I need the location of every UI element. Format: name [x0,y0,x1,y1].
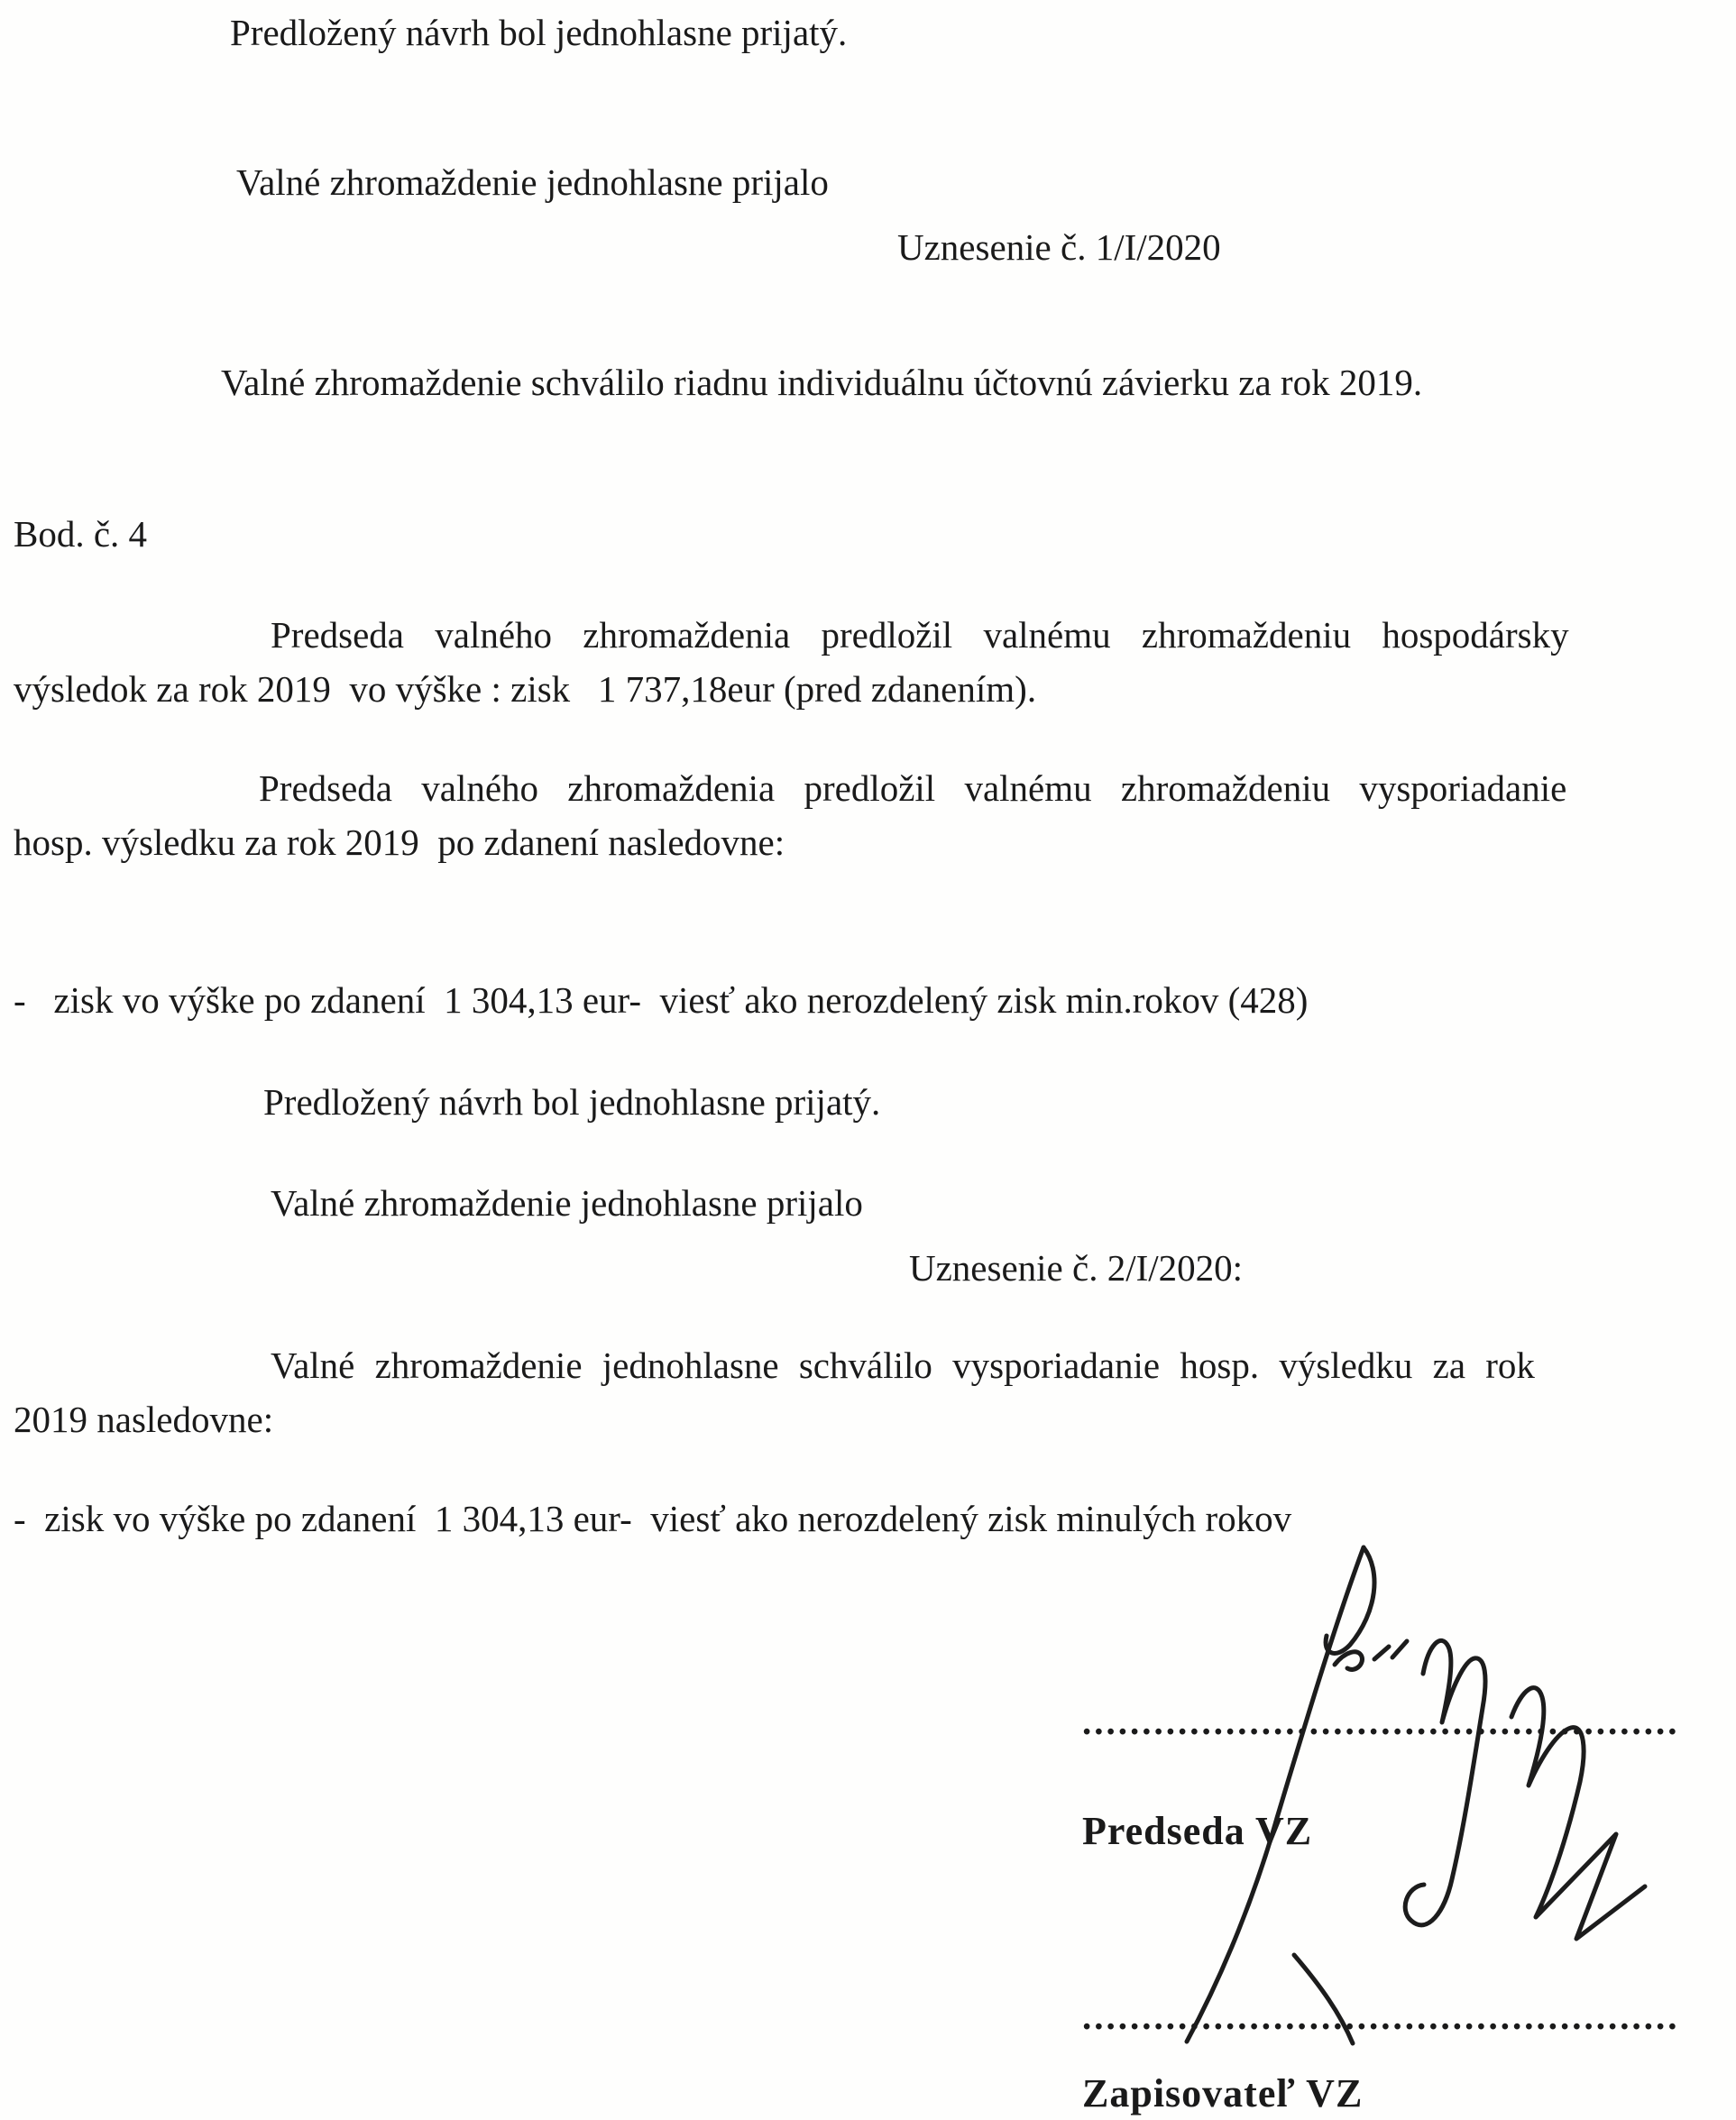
line-resolution-adopted-2: Predložený návrh bol jednohlasne prijatý. [263,1081,881,1123]
paragraph-profit-line-1: Predseda valného zhromaždenia predložil valnému zhromaždeniu hospodársky [271,614,1569,656]
paragraph-profit-line-2: výsledok za rok 2019 vo výške : zisk 1 737,18eur (pred zdanením). [14,668,1037,710]
paragraph-settlement-line-2: hosp. výsledku za rok 2019 po zdanení nasledovne: [14,821,785,863]
line-agenda-item-4: Bod. č. 4 [14,513,148,555]
line-resolution-number-2: Uznesenie č. 2/I/2020: [909,1247,1244,1289]
line-assembly-adopted-1: Valné zhromaždenie jednohlasne prijalo [236,161,829,203]
chairman-signature-label: Predseda VZ [1082,1809,1313,1853]
line-assembly-adopted-2: Valné zhromaždenie jednohlasne prijalo [271,1182,863,1224]
chairman-dotted-line: .................................................. [1082,1701,1680,1742]
recorder-signature-label: Zapisovateľ VZ [1082,2071,1364,2115]
line-resolution-adopted-1: Predložený návrh bol jednohlasne prijatý. [230,12,848,53]
recorder-dotted-line: .................................................. [1082,1996,1680,2037]
paragraph-resolution2-line-2: 2019 nasledovne: [14,1399,274,1440]
line-settlement-bullet-1: - zisk vo výške po zdanení 1 304,13 eur- viesť ako nerozdelený zisk min.rokov (428) [14,979,1309,1021]
line-resolution-body-1: Valné zhromaždenie schválilo riadnu individuálnu účtovnú závierku za rok 2019. [221,362,1423,403]
paragraph-settlement-line-1: Predseda valného zhromaždenia predložil valnému zhromaždeniu vysporiadanie [259,767,1567,809]
line-settlement-bullet-2: - zisk vo výške po zdanení 1 304,13 eur- viesť ako nerozdelený zisk minulých rokov [14,1498,1292,1539]
handwritten-signature-icon [1109,1522,1695,2054]
line-resolution-number-1: Uznesenie č. 1/I/2020 [897,226,1221,268]
paragraph-resolution2-line-1: Valné zhromaždenie jednohlasne schválilo vysporiadanie hosp. výsledku za rok [271,1345,1535,1386]
